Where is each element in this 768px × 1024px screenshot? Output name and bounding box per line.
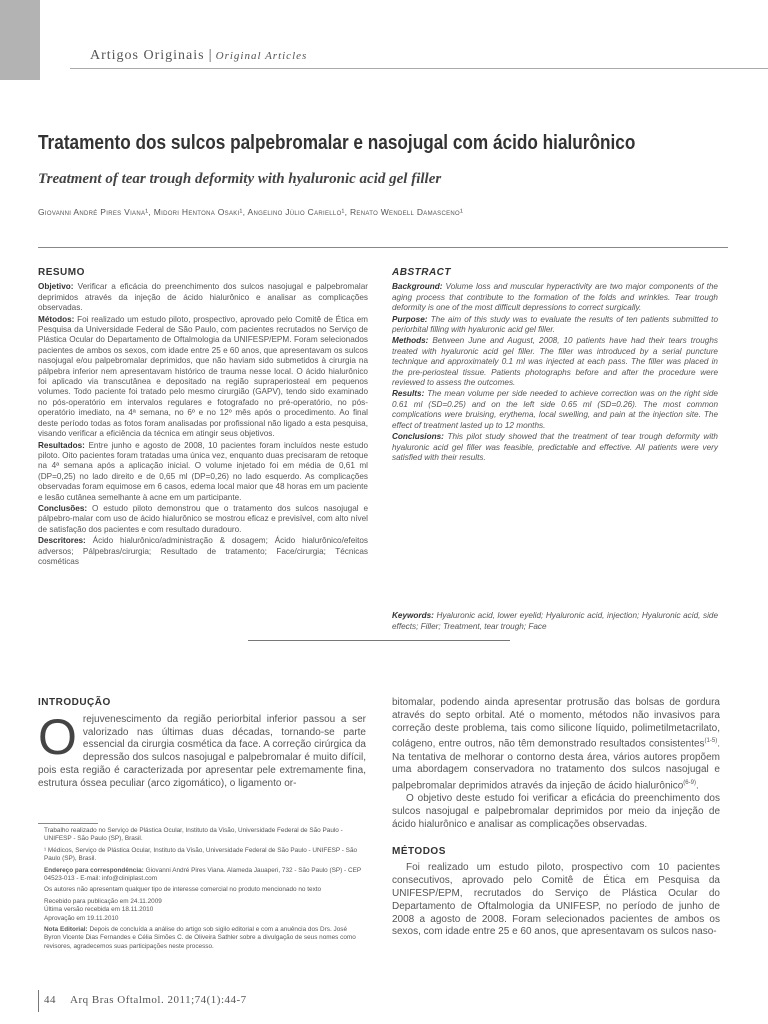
body-paragraph: O objetivo deste estudo foi verificar a eficácia do preenchimento dos sulcos nasojugal e palpebromalar deprimidos por meio da injeção de ácido hialurônico e analisar as complicações observadas. (392, 793, 720, 830)
decorative-corner-bar (0, 0, 40, 80)
journal-citation: Arq Bras Oftalmol. 2011;74(1):44-7 (70, 994, 247, 1006)
body-paragraph: bitomalar, podendo ainda apresentar protrusão das bolsas de gordura através do septo orbital. Até o momento, métodos não invasivos para correção deste problema, tais como silicone líquido, polimetilmetacrilato, colágeno, entre outros, não têm demonstrado resultados consistentes$^{(1-5)}$. Na tentativa de melhorar o contorno desta área, vários autores propõem uma abordagem conservadora no tratamento dos sulcos nasojugal e palpebromalar deprimidos através da injeção de ácido hialurônico$^{(6-9)}$. (392, 697, 720, 792)
section-label-pt: Artigos Originais (90, 48, 205, 63)
footnote: Última versão recebida em 18.11.2010 (44, 906, 154, 914)
abstract-background: Background: Volume loss and muscular hyperactivity are two major components of the aging process that contribute to the formation of the folds and wrinkles. Tear trough deformity is one of the most difficult depressions to correct surgically. (392, 282, 718, 313)
footnote: Os autores não apresentam qualquer tipo de interesse comercial no produto mencionado no texto (44, 886, 322, 894)
article-subtitle: Treatment of tear trough deformity with hyaluronic acid gel filler (38, 171, 442, 187)
resumo-metodos: Métodos: Foi realizado um estudo piloto, prospectivo, aprovado pelo Comitê de Ética em Pesquisa da Universidade Federal de São Paulo, com pacientes recrutados no Serviço de Plástica Ocular do Departamento de Oftalmologia da UNIFESP/EPM. Foram selecionados pacientes de ambos os sexos, com idade entre 25 e 60 anos, que apresentavam os sulcos nasojugal e/ou palpebromalar deprimidos, que não haviam sido submetidos à cirurgia na pálpebra inferior nem apresentavam histórico de trauma nesse local. O ácido hialurônico foi aplicado via transcutânea e depositado na região supraperiosteal em pequenos volumes. Todo paciente foi tratado pelo mesmo cirurgião (GAPV), tendo sido examinado no pós-operatório em intervalos regulares e fotografado no pré-operatório, no pós-operatório imediato, na 4ª semana, no 6º e no 12º mês após o procedimento. Ao final deste período todas as fotos foram analisadas por profissional não ligado a esta pesquisa, visando verificar a eficiência da técnica em atingir seus objetivos. (38, 314, 368, 439)
intro-heading: INTRODUÇÃO (38, 697, 111, 708)
footnote: Aprovação em 19.11.2010 (44, 914, 119, 922)
citation-ref: (6-9) (683, 780, 696, 787)
citation-ref: (1-5) (704, 738, 718, 745)
author-list: Giovanni André Pires Viana¹, Midori Hentona Osaki¹, Angelino Júlio Cariello¹, Renato Wendell Damasceno¹ (38, 207, 464, 217)
resumo-objetivo: Objetivo: Verificar a eficácia do preenchimento dos sulcos nasojugal e palpebromalar deprimidos através da injeção de ácido hialurônico e analisar as complicações observadas. (38, 282, 368, 313)
footnote: Endereço para correspondência: Giovanni André Pires Viana. Alameda Jauaperi, 732 - São Paulo (SP) - CEP 04523-013 - E-mail: info@cliniplast.com (44, 866, 361, 883)
divider (38, 247, 728, 248)
abstract-purpose: Purpose: The aim of this study was to evaluate the results of ten patients submitted to periorbital filling with hyaluronic acid gel filler. (392, 314, 718, 335)
abstract-keywords: Keywords: Hyaluronic acid, lower eyelid; Hyaluronic acid, injection; Hyaluronic acid, side effects; Filler; Treatment, tear trough; Face (392, 611, 718, 631)
article-title: Tratamento dos sulcos palpebromalar e nasojugal com ácido hialurônico (38, 132, 636, 154)
footnotes (44, 827, 362, 954)
footnote-rule (38, 823, 98, 824)
header-rule (70, 68, 768, 69)
body-paragraph: Foi realizado um estudo piloto, prospectivo com 10 pacientes consecutivos, aprovado pelo Comitê de Ética em Pesquisa da UNIFESP/EPM, recrutados do Serviço de Plástica Ocular do Departamento de Oftalmologia da UNIFESP, no período de junho de 2008 a agosto de 2008. Foram selecionados pacientes de ambos os sexos, com idade entre 25 e 60 anos, que apresentavam os sulcos naso- (392, 862, 720, 938)
intro-paragraph: Orejuvenescimento da região periorbital inferior passou a ser valorizado nas últimas duas décadas, tornando-se parte essencial da cirurgia cosmética da face. A correção cirúrgica da depressão dos sulcos nasojugal e palpebromalar é muito difícil, pois esta região é caracterizada por apresentar pele extremamente fina, estrutura óssea peculiar (arco zigomático), o ligamento or- (38, 708, 366, 789)
introduction-section (38, 697, 366, 791)
abstract-results: Results: The mean volume per side needed to achieve correction was on the right side 0.61 ml (SD=0.25) and on the left side 0.65 ml (SD=0.26). The most common complications were bruising, erythema, local swelling, and pain at the injection site. The effect of treatment lasted up to 12 months. (392, 389, 718, 430)
footnote: Nota Editorial: Depois de concluída a análise do artigo sob sigilo editorial e com a anuência dos Drs. José Byron Vicente Dias Fernandes e Célia Simões C. de Oliveira Sathler sobre a divulgação de seus nomes como revisores, agradecemos suas participações neste processo. (44, 926, 356, 950)
abstract-block (392, 268, 718, 633)
resumo-block (38, 268, 368, 568)
resumo-heading: RESUMO (38, 267, 85, 278)
section-label-en: Original Articles (215, 50, 308, 62)
resumo-conclusoes: Conclusões: O estudo piloto demonstrou que o tratamento dos sulcos nasojugal e pálpebro-malar com uso de ácido hialurônico se mostrou eficaz e previsível, com alto nível de satisfação dos pacientes e com resultado duradouro. (38, 503, 368, 534)
footnote: ¹ Médicos, Serviço de Plástica Ocular, Instituto da Visão, Universidade Federal de São Paulo - UNIFESP - São Paulo (SP), Brasil. (44, 846, 358, 863)
abstract-methods: Methods: Between June and August, 2008, 10 patients have had their tears troughs treated with hyaluronic acid gel filler. The filler was introduced by a serial puncture technique and approximately 0.1 ml was injected at each pass. The filler was placed in the pre-periosteal tissue. Patients photographs before and after the procedure were reviewed to assess the outcomes. (392, 336, 718, 388)
right-column (392, 697, 720, 939)
section-separator: | (208, 47, 212, 63)
resumo-descritores: Descritores: Ácido hialurônico/administração & dosagem; Ácido hialurônico/efeitos adversos; Pálpebras/cirurgia; Resultado de tratamento; Face/cirurgia; Técnicas cosméticas (38, 536, 369, 566)
page-number: 44 (44, 994, 56, 1006)
footnote: Trabalho realizado no Serviço de Plástica Ocular, Instituto da Visão, Universidade Federal de São Paulo - UNIFESP - São Paulo (SP), Brasil. (44, 827, 343, 843)
footnote: Recebido para publicação em 24.11.2009 (44, 897, 162, 905)
section-header (90, 46, 307, 64)
abstract-heading: ABSTRACT (392, 267, 451, 278)
resumo-resultados: Resultados: Entre junho e agosto de 2008, 10 pacientes foram incluídos neste estudo piloto. Oito pacientes foram tratadas uma única vez, enquanto duas precisaram de retoque na 4ª semana após a aplicação inicial. O volume injetado foi em média de 0,61 ml (DP=0,25) no lado direito e de 0,65 ml (DP=0,26) no lado esquerdo. As complicações observadas foram equimose em 6 casos, edema local maior que 48 horas em um paciente e lesão cutânea semelhante à acne em um participante. (38, 440, 368, 502)
page-footer (38, 994, 247, 1006)
drop-cap: O (38, 708, 77, 765)
divider (248, 640, 510, 641)
abstract-conclusions: Conclusions: This pilot study showed that the treatment of tear trough deformity with hyaluronic acid gel filler was feasible, predictable and effective. All patients were very satisfied with their results. (392, 432, 718, 462)
metodos-heading: MÉTODOS (392, 845, 446, 857)
